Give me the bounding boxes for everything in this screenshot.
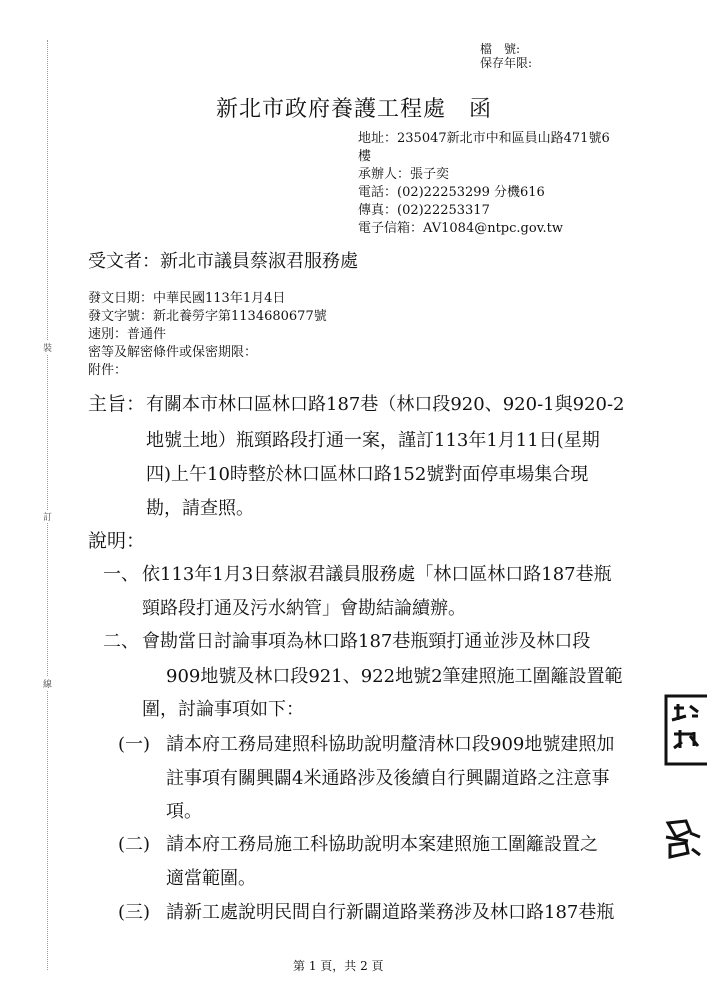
handler: 承辦人：張子奕	[358, 167, 450, 182]
document-title: 新北市政府養護工程處 函	[216, 97, 493, 122]
item-line: 909地號及林口段921、922地號2筆建照施工圍籬設置範	[166, 666, 623, 687]
item-number: 一、	[103, 564, 139, 585]
secrecy-level: 密等及解密條件或保密期限：	[88, 345, 258, 360]
partial-seal-stamp-icon	[660, 815, 707, 865]
subitem-line: 註事項有關興闢4米通路涉及後續自行興闢道路之注意事	[166, 768, 610, 789]
file-number-label: 檔 號:	[480, 42, 521, 56]
subitem-number: (二)	[118, 834, 151, 855]
delivery-speed: 速別：普通件	[88, 327, 167, 342]
subitem-line: 請本府工務局施工科協助說明本案建照施工圍籬設置之	[166, 834, 598, 855]
fax: 傳真：(02)22253317	[358, 203, 490, 218]
subitem-line: 請本府工務局建照科協助說明釐清林口段909地號建照加	[166, 734, 615, 755]
binding-mark-xian: 線	[43, 677, 52, 690]
binding-mark-zhuang: 裝	[43, 341, 52, 354]
email: 電子信箱：AV1084@ntpc.gov.tw	[358, 221, 563, 236]
binding-mark-ding: 訂	[43, 510, 52, 523]
subject-label: 主旨：	[88, 393, 146, 415]
subject-line: 四)上午10時整於林口區林口路152號對面停車場集合現	[146, 464, 589, 485]
document-number: 發文字號：新北養勞字第1134680677號	[88, 309, 327, 324]
item-line: 圍，討論事項如下：	[142, 699, 304, 720]
binding-margin-line	[47, 40, 48, 970]
subitem-number: (三)	[118, 902, 151, 923]
item-number: 二、	[103, 631, 139, 652]
address-line-1: 地址：235047新北市中和區員山路471號6	[358, 131, 610, 146]
subject-line: 有關本市林口區林口路187巷（林口段920、920-1與920-2	[146, 394, 625, 415]
page-number: 第 1 頁，共 2 頁	[293, 959, 384, 973]
subitem-line: 請新工處說明民間自行新闢道路業務涉及林口路187巷瓶	[166, 902, 615, 923]
phone: 電話：(02)22253299 分機616	[358, 185, 545, 200]
item-line: 依113年1月3日蔡淑君議員服務處「林口區林口路187巷瓶	[142, 564, 612, 585]
subitem-number: (一)	[118, 734, 151, 755]
retention-label: 保存年限:	[480, 56, 533, 70]
issue-date: 發文日期：中華民國113年1月4日	[88, 291, 286, 306]
item-line: 會勘當日討論事項為林口路187巷瓶頸打通並涉及林口段	[142, 631, 591, 652]
subject-line: 勘，請查照。	[146, 498, 254, 519]
explanation-label: 說明：	[88, 530, 146, 552]
attachment: 附件：	[88, 363, 128, 378]
partial-seal-stamp-icon	[660, 690, 707, 770]
subject-line: 地號土地）瓶頸路段打通一案，謹訂113年1月11日(星期	[146, 430, 600, 451]
item-line: 頸路段打通及污水納管」會勘結論續辦。	[142, 598, 466, 619]
recipient: 受文者：新北市議員蔡淑君服務處	[88, 251, 358, 272]
subitem-line: 適當範圍。	[166, 868, 256, 889]
subitem-line: 項。	[166, 801, 202, 822]
address-line-2: 樓	[358, 149, 372, 164]
